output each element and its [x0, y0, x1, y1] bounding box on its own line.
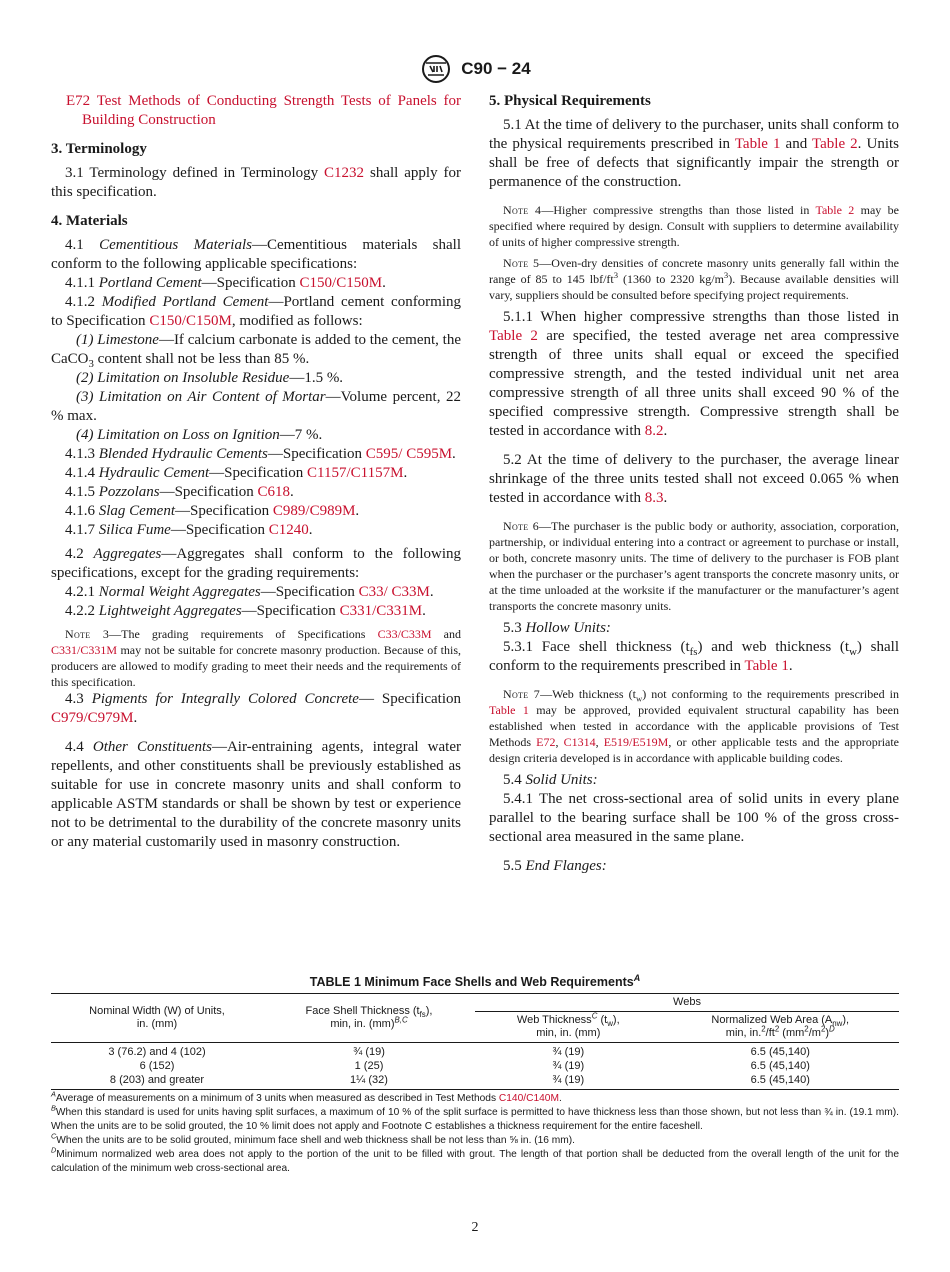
para-ignition: (4) Limitation on Loss on Ignition—7 %.	[76, 427, 323, 443]
link-e72-title[interactable]: Test Methods of Conducting Strength Tests of Panels for Building Construction	[82, 93, 462, 128]
note-6: Note 6—The purchaser is the public body or authority, association, corporation, partnership, or individual entering into a contract or agreement to purchase or install, or both, concrete masonry units. The time of delivery to the purchaser is FOB plant when the purchaser or the purchaser’s agent transports the concrete masonry units, or at the time unloaded at the worksite if the manufacturer or the manufacturer’s agent transports the concrete masonry units.	[489, 519, 899, 613]
para-5-1-1: 5.1.1 When higher compressive strengths than those listed in Table 2 are specified, the tested average net area compressive strength of three units shall equal or exceed the specified compressive strength, and the tested individual unit net area compressive strength of all three units shall exceed 90 % of the specified compressive strength. Compressive strength shall be tested in accordance with 8.2.	[489, 309, 899, 439]
footnote-b: $^B$When this standard is used for units having split surfaces, a maximum of 10 % of the split surface is permitted to have thickness less than those shown, but not less than ¾ in. (19.1 mm). When the units are to be solid grouted, the 10 % limit does not apply and Footnote C establishes a thickness requirement for the entire faceshell.	[51, 1103, 899, 1132]
reference-e72	[51, 92, 461, 130]
link-8-2[interactable]: 8.2	[644, 423, 664, 439]
section-3-heading: 3. Terminology	[51, 141, 147, 157]
link-table-2-note[interactable]: Table 2	[815, 203, 855, 217]
para-5-1: 5.1 At the time of delivery to the purchaser, units shall conform to the physical requirements prescribed in Table 1 and Table 2. Units shall be free of defects that significantly impair the strength or permanence of the construction.	[489, 117, 899, 190]
link-c1314[interactable]: C1314	[563, 735, 596, 749]
table-row: 3 (76.2) and 4 (102) ¾ (19) ¾ (19) 6.5 (45,140)	[108, 1046, 810, 1058]
table-row: 6 (152) 1 (25) ¾ (19) 6.5 (45,140)	[139, 1060, 810, 1072]
note-5: Note 5—Oven-dry densities of concrete masonry units generally fall within the range of 85 to 145 lbf/$ft^3$ (1360 to 2320 $kg/m^3$). Because available densities will vary, suppliers should be consulted before specifying project requirements.	[489, 256, 899, 302]
para-4-2-2: 4.2.2 Lightweight Aggregates—Specification C331/C331M.	[65, 603, 426, 619]
astm-logo-icon	[419, 54, 453, 84]
para-insoluble: (2) Limitation on Insoluble Residue—1.5 %.	[76, 370, 344, 386]
header-webs: Webs	[475, 994, 899, 1012]
para-4-2-1: 4.2.1 Normal Weight Aggregates—Specification C33/ C33M.	[65, 584, 434, 600]
link-c1157[interactable]: C1157/C1157M	[307, 465, 404, 481]
link-table-1-b[interactable]: Table 1	[744, 658, 789, 674]
header-web-thickness: Web Thickness$^C$ $(t_w)$, min, in. (mm)	[475, 1012, 662, 1043]
page-header	[0, 52, 950, 86]
footnote-a: $^A$Average of measurements on a minimum of 3 units when measured as described in Test Methods C140/C140M.	[51, 1089, 562, 1104]
para-5-2: 5.2 At the time of delivery to the purchaser, the average linear shrinkage of the three units tested shall not exceed 0.065 % when tested in accordance with 8.3.	[489, 452, 899, 506]
para-4-1-1: 4.1.1 Portland Cement—Specification C150/C150M.	[65, 275, 386, 291]
para-4-1-5: 4.1.5 Pozzolans—Specification C618.	[65, 484, 294, 500]
link-c989[interactable]: C989/C989M	[272, 503, 356, 519]
footnote-d: $^D$Minimum normalized web area does not apply to the portion of the unit to be filled with grout. The length of that portion shall be deducted from the overall length of the unit for the calculation of the minimum web cross-sectional area.	[51, 1145, 899, 1174]
link-table-1-note[interactable]: Table 1	[489, 703, 529, 717]
standard-number: C90 − 24	[461, 59, 531, 78]
link-c331-note[interactable]: C331/C331M	[51, 643, 118, 657]
note-7: Note 7—Web thickness $(t_w)$ not conforming to the requirements prescribed in Table 1 may be approved, provided equivalent structural capability has been established when tested in accordance with the applicable provisions of Test Methods E72, C1314, E519/E519M, or other applicable tests and the appropriate design criteria developed is in accordance with applicable building codes.	[489, 687, 900, 765]
para-4-4: 4.4 Other Constituents—Air-entraining agents, integral water repellents, and other constituents shall be previously established as suitable for use in concrete masonry units and shall conform to applicable ASTM standards or shall be shown by test or experience not to be detrimental to the durability of the concrete masonry units or any material customarily used in masonry construction.	[51, 739, 461, 850]
link-c33-note[interactable]: C33/C33M	[377, 627, 432, 641]
para-air-content: (3) Limitation on Air Content of Mortar—Volume percent, 22 % max.	[51, 389, 461, 424]
para-5-3-1: 5.3.1 Face shell thickness $(t_{fs})$ and web thickness $(t_w)$ shall conform to the requirements prescribed in Table 1.	[489, 639, 899, 674]
link-e72[interactable]: E72	[66, 93, 91, 109]
page-number: 2	[471, 1220, 479, 1235]
link-c33[interactable]: C33/ C33M	[358, 584, 430, 600]
para-4-1-3: 4.1.3 Blended Hydraulic Cements—Specification C595/ C595M.	[65, 446, 456, 462]
para-4-1-2: 4.1.2 Modified Portland Cement—Portland cement conforming to Specification C150/C150M, modified as follows:	[51, 294, 462, 329]
left-column	[51, 92, 461, 852]
header-nominal-width: Nominal Width (W) of Units, in. (mm)	[51, 994, 263, 1043]
link-c1240[interactable]: C1240	[268, 522, 309, 538]
para-4-1-6: 4.1.6 Slag Cement—Specification C989/C989M.	[65, 503, 360, 519]
link-c979[interactable]: C979/C979M	[51, 710, 134, 726]
link-8-3[interactable]: 8.3	[644, 490, 664, 506]
para-4-3: 4.3 Pigments for Integrally Colored Concrete— Specification C979/C979M.	[51, 691, 462, 726]
para-4-2: 4.2 Aggregates—Aggregates shall conform to the following specifications, except for the grading requirements:	[51, 546, 462, 581]
section-5-heading: 5. Physical Requirements	[489, 93, 651, 109]
para-3-1: 3.1 Terminology defined in Terminology C1232 shall apply for this specification.	[51, 165, 461, 200]
link-c595[interactable]: C595/ C595M	[365, 446, 453, 462]
link-c150-2[interactable]: C150/C150M	[149, 313, 232, 329]
footnote-c: $^C$When the units are to be solid grouted, minimum face shell and web thickness shall be not less than ⅝ in. (16 mm).	[51, 1131, 575, 1146]
link-c331[interactable]: C331/C331M	[339, 603, 423, 619]
table-1-title: TABLE 1 Minimum Face Shells and Web Requirements$^A$	[309, 972, 641, 989]
table-1	[51, 972, 899, 1176]
table-row: 8 (203) and greater 1¼ (32) ¾ (19) 6.5 (45,140)	[51, 1073, 899, 1090]
para-5-4: 5.4 Solid Units:	[503, 772, 598, 788]
para-5-5: 5.5 End Flanges:	[503, 858, 607, 874]
para-4-1-4: 4.1.4 Hydraulic Cement—Specification C1157/C1157M.	[65, 465, 408, 481]
link-table-1[interactable]: Table 1	[734, 136, 781, 152]
table-1-footnotes	[51, 1089, 899, 1176]
section-4-heading: 4. Materials	[51, 213, 128, 229]
para-5-3: 5.3 Hollow Units:	[503, 620, 611, 636]
link-c140[interactable]: C140/C140M	[498, 1093, 559, 1104]
note-3: Note 3—The grading requirements of Specifications C33/C33M and C331/C331M may not be suitable for concrete masonry production. Because of this, producers are allowed to modify grading to meet their needs and the requirements of this specification.	[51, 627, 462, 689]
link-e519[interactable]: E519/E519M	[603, 735, 669, 749]
link-c618[interactable]: C618	[257, 484, 290, 500]
para-limestone: (1) Limestone—If calcium carbonate is added to the cement, the CaCO$_3$ content shall not be less than 85 %.	[51, 332, 461, 370]
link-table-2[interactable]: Table 2	[812, 136, 858, 152]
header-face-shell: Face Shell Thickness $(t_{fs})$, min, in. (mm)$^{B,C}$	[263, 994, 475, 1043]
link-e72-note[interactable]: E72	[536, 735, 556, 749]
link-table-2-b[interactable]: Table 2	[489, 328, 538, 344]
para-4-1: 4.1 Cementitious Materials—Cementitious materials shall conform to the following applicable specifications:	[51, 237, 461, 272]
para-5-4-1: 5.4.1 The net cross-sectional area of solid units in every plane parallel to the bearing surface shall be 100 % of the gross cross-sectional area measured in the same plane.	[489, 791, 899, 845]
header-web-area: Normalized Web Area $(A_{nw})$, min, $in.^2/ft^2$ $(mm^2/m^2)^D$	[662, 1012, 899, 1043]
note-4: Note 4—Higher compressive strengths than those listed in Table 2 may be specified where required by design. Consult with suppliers to determine availability of units of higher compressive strength.	[489, 203, 899, 249]
right-column	[489, 92, 899, 876]
table-1-grid	[51, 993, 899, 1090]
link-c1232[interactable]: C1232	[324, 165, 365, 181]
link-c150[interactable]: C150/C150M	[299, 275, 383, 291]
para-4-1-7: 4.1.7 Silica Fume—Specification C1240.	[65, 522, 313, 538]
